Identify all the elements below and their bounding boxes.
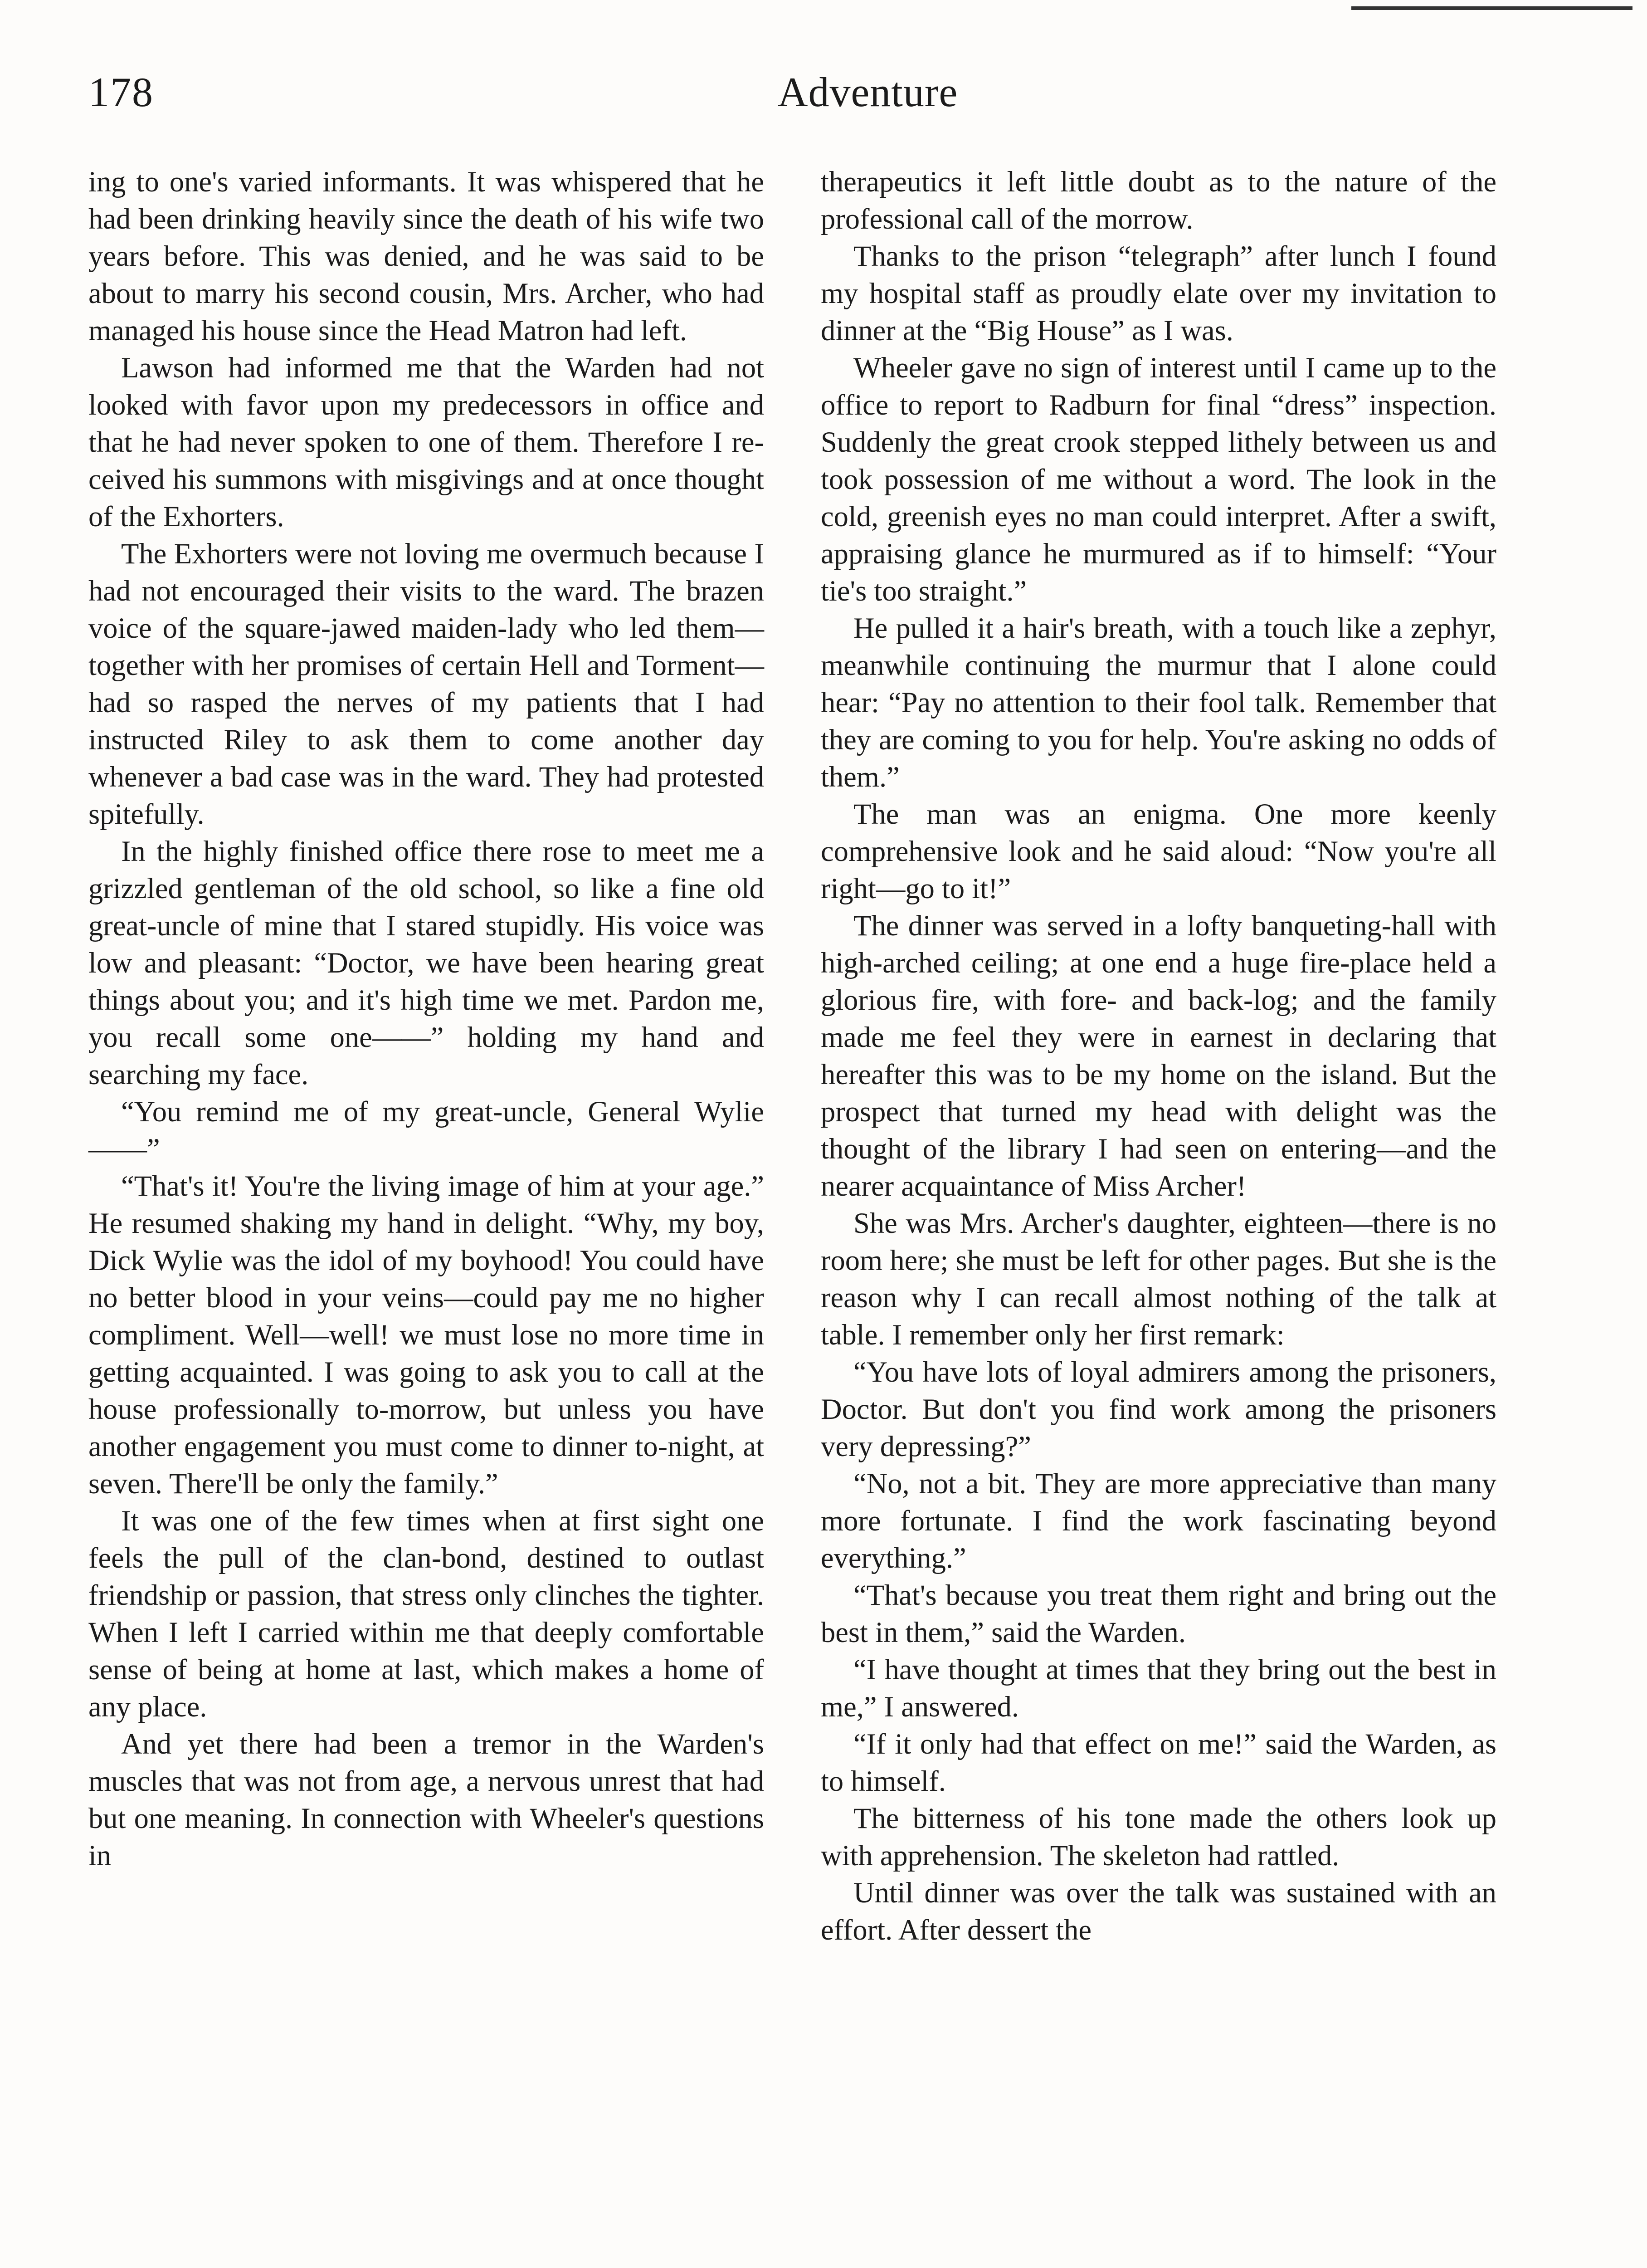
paragraph: The Exhorters were not loving me overmuch because I had not encouraged their visits to the ward. The brazen voice of the square-jawed maiden-lady who led them—together with her promises of certain Hell and Torment—had so rasped the nerves of my patients that I had instructed Riley to ask them to come another day whenever a bad case was in the ward. They had protested spitefully. xyxy=(88,538,764,830)
paragraph: “That's because you treat them right and bring out the best in them,” said the Warden. xyxy=(821,1579,1496,1648)
paragraph: “No, not a bit. They are more appreciative than many more fortunate. I find the work fascinating beyond everything.” xyxy=(821,1467,1496,1574)
paragraph: therapeutics it left little doubt as to the nature of the professional call of the morrow. xyxy=(821,166,1496,235)
paragraph: She was Mrs. Archer's daughter, eighteen—there is no room here; she must be left for other pages. But she is the reason why I can recall almost nothing of the talk at table. I remember only her first remark: xyxy=(821,1207,1496,1351)
paragraph: The bitterness of his tone made the others look up with apprehension. The skeleton had rattled. xyxy=(821,1802,1496,1872)
paragraph: Lawson had informed me that the Warden had not looked with favor upon my predecessors in office and that he had never spoken to one of them. Therefore I received his summons with misgivings and at once thought of the Exhorters. xyxy=(88,352,764,533)
paragraph: Wheeler gave no sign of interest until I came up to the office to report to Radburn for final “dress” inspection. Suddenly the great crook stepped lithely between us and took possession of me without a word. The look in the cold, greenish eyes no man could interpret. After a swift, appraising glance he murmured as if to himself: “Your tie's too straight.” xyxy=(821,352,1496,607)
paragraph: “You have lots of loyal admirers among the prisoners, Doctor. But don't you find work among the prisoners very depressing?” xyxy=(821,1356,1496,1462)
paragraph: It was one of the few times when at first sight one feels the pull of the clan-bond, destined to outlast friendship or passion, that stress only clinches the tighter. When I left I carried within me that deeply comfortable sense of being at home at last, which makes a home of any place. xyxy=(88,1505,764,1723)
paragraph: ing to one's varied informants. It was whispered that he had been drinking heavily since the death of his wife two years before. This was denied, and he was said to be about to marry his second cousin, Mrs. Archer, who had managed his house since the Head Matron had left. xyxy=(88,166,764,347)
top-rule xyxy=(1351,6,1632,10)
paragraph: Thanks to the prison “telegraph” after lunch I found my hospital staff as proudly elate over my invitation to dinner at the “Big House” as I was. xyxy=(821,240,1496,347)
paragraph: The man was an enigma. One more keenly comprehensive look and he said aloud: “Now you're all right—go to it!” xyxy=(821,798,1496,904)
paragraph: And yet there had been a tremor in the Warden's muscles that was not from age, a nervous unrest that had but one meaning. In connection with Wheeler's questions in xyxy=(88,1728,764,1872)
running-title: Adventure xyxy=(778,69,958,115)
paragraph: “I have thought at times that they bring out the best in me,” I answered. xyxy=(821,1653,1496,1723)
paragraph: The dinner was served in a lofty banqueting-hall with high-arched ceiling; at one end a huge fire-place held a glorious fire, with fore- and back-log; and the family made me feel they were in earnest in declaring that hereafter this was to be my home on the island. But the prospect that turned my head with delight was the thought of the library I had seen on entering—and the nearer acquaintance of Miss Archer! xyxy=(821,909,1496,1202)
paragraph: He pulled it a hair's breath, with a touch like a zephyr, meanwhile continuing the murmur that I alone could hear: “Pay no attention to their fool talk. Remember that they are coming to you for help. You're asking no odds of them.” xyxy=(821,612,1496,793)
paragraph: In the highly finished office there rose to meet me a grizzled gentleman of the old school, so like a fine old great-uncle of mine that I stared stupidly. His voice was low and pleasant: “Doctor, we have been hearing great things about you; and it's high time we met. Pardon me, you recall some one——” holding my hand and searching my face. xyxy=(88,835,764,1090)
paragraph: “You remind me of my great-uncle, General Wylie——” xyxy=(88,1095,764,1165)
paragraph: “That's it! You're the living image of him at your age.” He resumed shaking my hand in delight. “Why, my boy, Dick Wylie was the idol of my boyhood! You could have no better blood in your veins—could pay me no higher compliment. Well—well! we must lose no more time in getting acquainted. I was going to ask you to call at the house professionally to-morrow, but unless you have another engagement you must come to dinner to-night, at seven. There'll be only the family.” xyxy=(88,1170,764,1500)
right-column xyxy=(821,163,1496,1949)
page-number: 178 xyxy=(88,69,154,115)
page-header xyxy=(88,68,1647,136)
left-column xyxy=(88,163,764,1874)
paragraph: Until dinner was over the talk was sustained with an effort. After dessert the xyxy=(821,1877,1496,1946)
paragraph: “If it only had that effect on me!” said the Warden, as to himself. xyxy=(821,1728,1496,1797)
